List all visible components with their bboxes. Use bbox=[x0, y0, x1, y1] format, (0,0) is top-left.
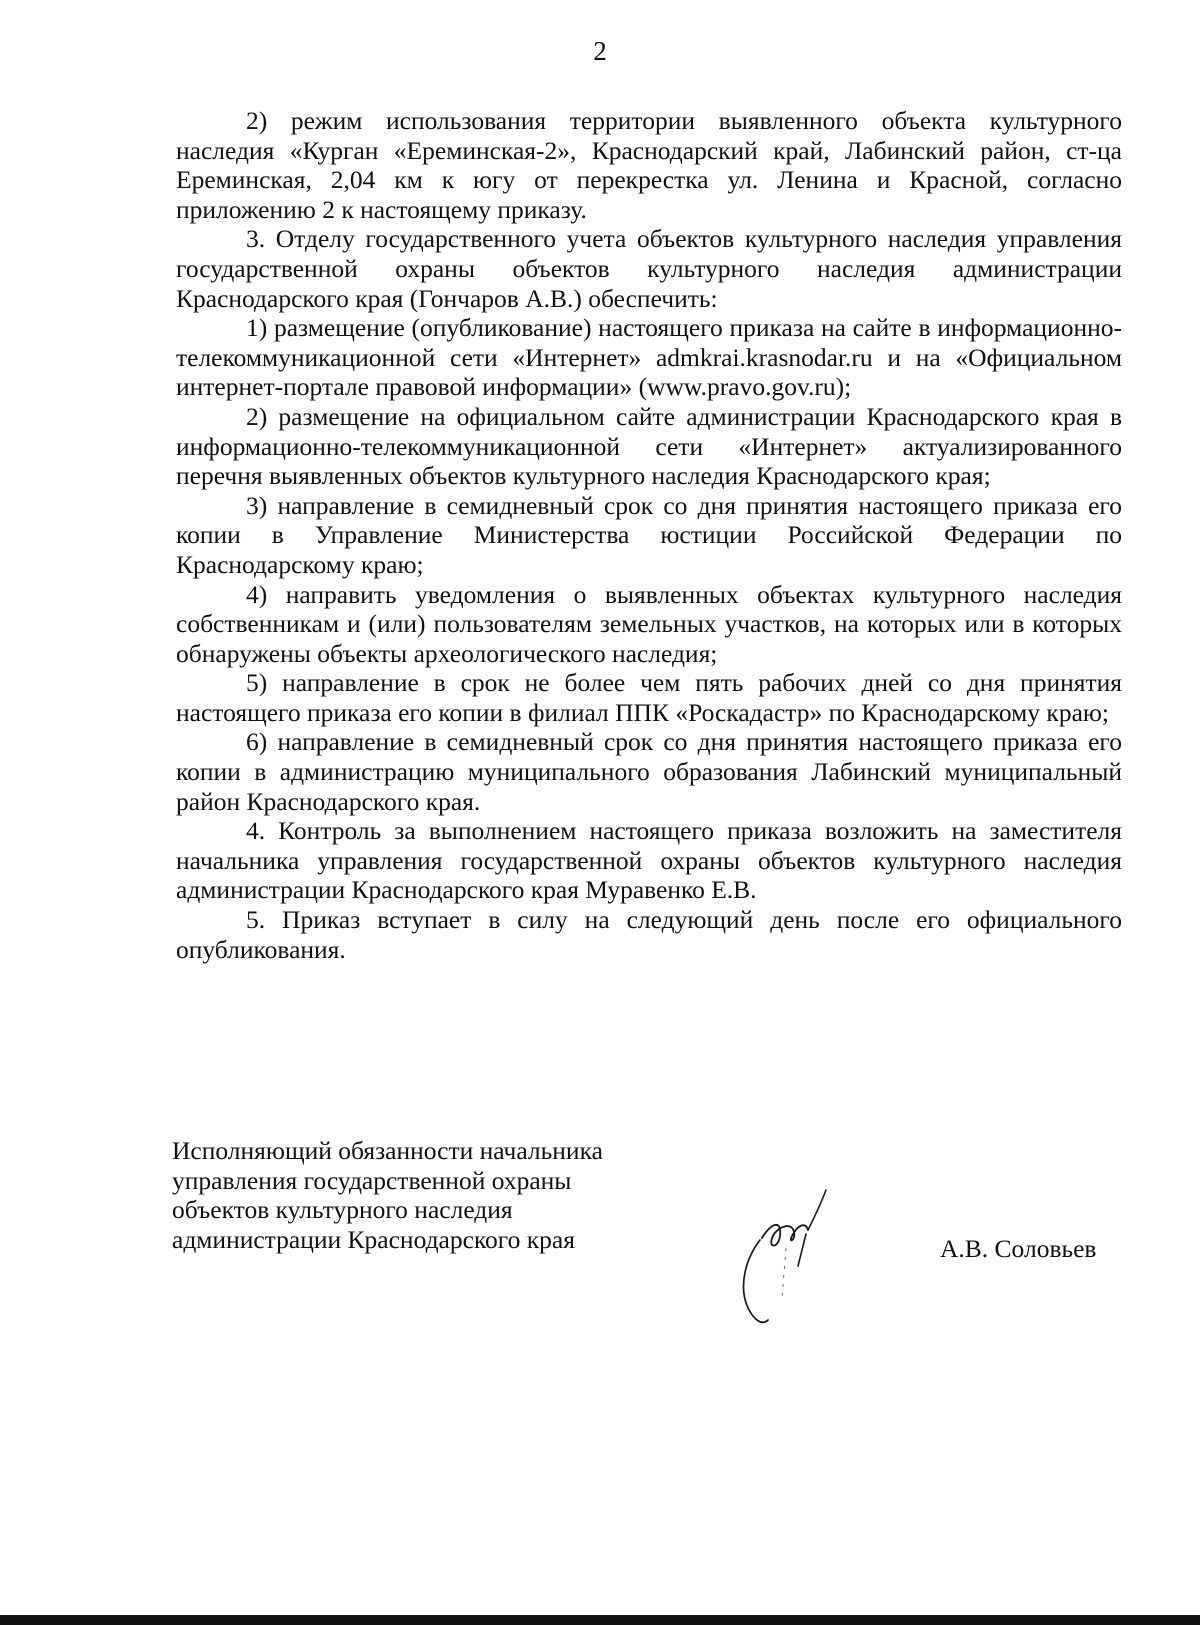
paragraph-item-3: 3. Отделу государственного учета объектов культурного наследия управления государственной охраны объектов культурного наследия администрации Краснодарского края (Гончаров А.В.) обеспечить: bbox=[176, 224, 1122, 313]
page-number: 2 bbox=[593, 36, 607, 66]
signatory-position-line: управления государственной охраны bbox=[172, 1165, 572, 1195]
signatory-position-line: администрации Краснодарского края bbox=[172, 1224, 575, 1254]
paragraph-subitem-notifications: 4) направить уведомления о выявленных объектах культурного наследия собственникам и (или) пользователям земельных участков, на которых или в которых обнаружены объекты археологического наследия; bbox=[176, 579, 1122, 668]
signatory-position-line: Исполняющий обязанности начальника bbox=[172, 1136, 603, 1165]
scan-bottom-edge bbox=[0, 1615, 1200, 1625]
paragraph-regime-territory: 2) режим использования территории выявленного объекта культурного наследия «Курган «Ереминская-2», Краснодарский край, Лабинский район, ст-ца Ереминская, 2,04 км к югу от перекрестка ул. Ленина и Красной, согласно приложению 2 к настоящему приказу. bbox=[176, 106, 1122, 224]
paragraph-subitem-ministry-justice: 3) направление в семидневный срок со дня принятия настоящего приказа его копии в Управление Министерства юстиции Российской Федерации по Краснодарскому краю; bbox=[176, 490, 1122, 579]
paragraph-item-4-control: 4. Контроль за выполнением настоящего приказа возложить на заместителя начальника управления государственной охраны объектов культурного наследия администрации Краснодарского края Муравенко Е.В. bbox=[176, 816, 1122, 905]
paragraph-subitem-official-site: 2) размещение на официальном сайте администрации Краснодарского края в информационно-телекоммуникационной сети «Интернет» актуализированного перечня выявленных объектов культурного наследия Краснодарского края; bbox=[176, 401, 1122, 491]
handwritten-signature bbox=[740, 1178, 860, 1338]
signatory-position bbox=[172, 1136, 692, 1254]
paragraph-subitem-roskadastr: 5) направление в срок не более чем пять рабочих дней со дня принятия настоящего приказа его копии в филиал ППК «Роскадастр» по Краснодарскому краю; bbox=[176, 668, 1122, 727]
paragraph-subitem-publication: 1) размещение (опубликование) настоящего приказа на сайте в информационно-телекоммуникационной сети «Интернет» admkrai.krasnodar.ru и на «Официальном интернет-портале правовой информации» (www.pravo.gov.ru); bbox=[176, 313, 1122, 402]
signatory-position-line: объектов культурного наследия bbox=[172, 1195, 513, 1225]
paragraph-item-5-effect: 5. Приказ вступает в силу на следующий день после его официального опубликования. bbox=[176, 905, 1122, 964]
document-body bbox=[176, 106, 1122, 964]
signatory-name: А.В. Соловьев bbox=[940, 1234, 1097, 1263]
paragraph-subitem-municipality: 6) направление в семидневный срок со дня принятия настоящего приказа его копии в администрацию муниципального образования Лабинский муниципальный район Краснодарского края. bbox=[176, 727, 1122, 816]
